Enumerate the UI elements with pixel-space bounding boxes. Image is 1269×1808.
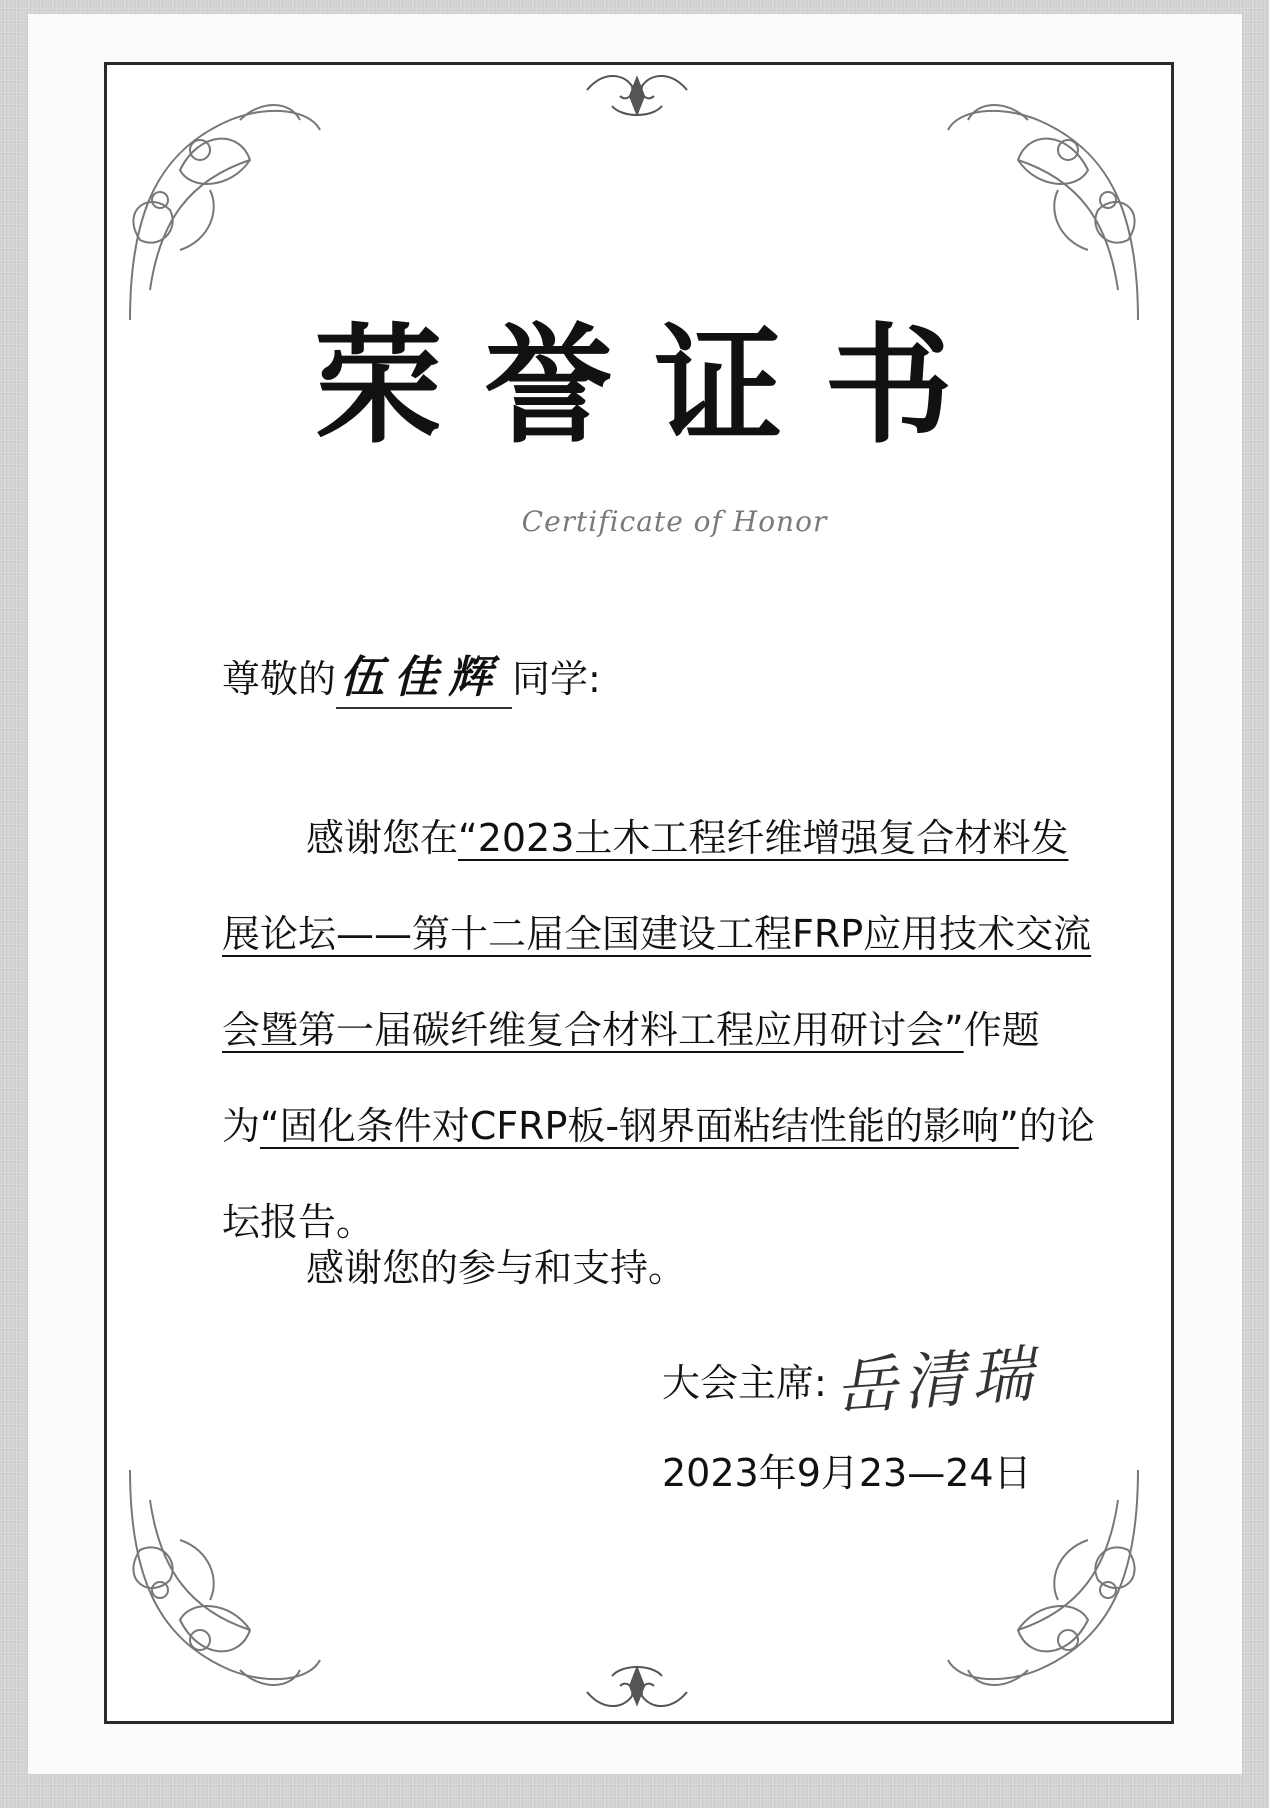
chair-signature: 岳清瑞: [832, 1336, 1042, 1425]
body-intro: 感谢您在: [306, 816, 459, 860]
forum-name: “2023土木工程纤维增强复合材料发展论坛——第十二届全国建设工程FRP应用技术交流会暨第一届碳纤维复合材料工程应用研讨会”: [222, 816, 1092, 1052]
body-ending: 的论坛报告。: [222, 1104, 1095, 1244]
recipient-name: 伍佳辉: [336, 649, 512, 709]
salutation-prefix: 尊敬的: [222, 657, 337, 701]
chair-signature-line: [662, 1336, 1042, 1425]
thanks-line: 感谢您的参与和支持。: [306, 1246, 687, 1290]
report-topic: “固化条件对CFRP板-钢界面粘结性能的影响”: [260, 1104, 1019, 1148]
certificate-date: 2023年9月23—24日: [662, 1451, 1032, 1495]
salutation-suffix: 同学:: [512, 657, 601, 701]
corner-ornament-bottom-left-icon: [120, 1460, 330, 1700]
corner-ornament-top-right-icon: [938, 90, 1148, 330]
chair-label: 大会主席:: [662, 1361, 827, 1405]
topic-intro: 作题为: [222, 1008, 1040, 1148]
certificate-body: [222, 790, 1102, 1270]
salutation-line: [222, 646, 601, 712]
certificate-title: 荣誉证书: [314, 311, 995, 461]
top-flourish-icon: [582, 66, 692, 124]
bottom-flourish-icon: [582, 1658, 692, 1716]
certificate-subtitle: Certificate of Honor: [521, 505, 828, 538]
corner-ornament-top-left-icon: [120, 90, 330, 330]
